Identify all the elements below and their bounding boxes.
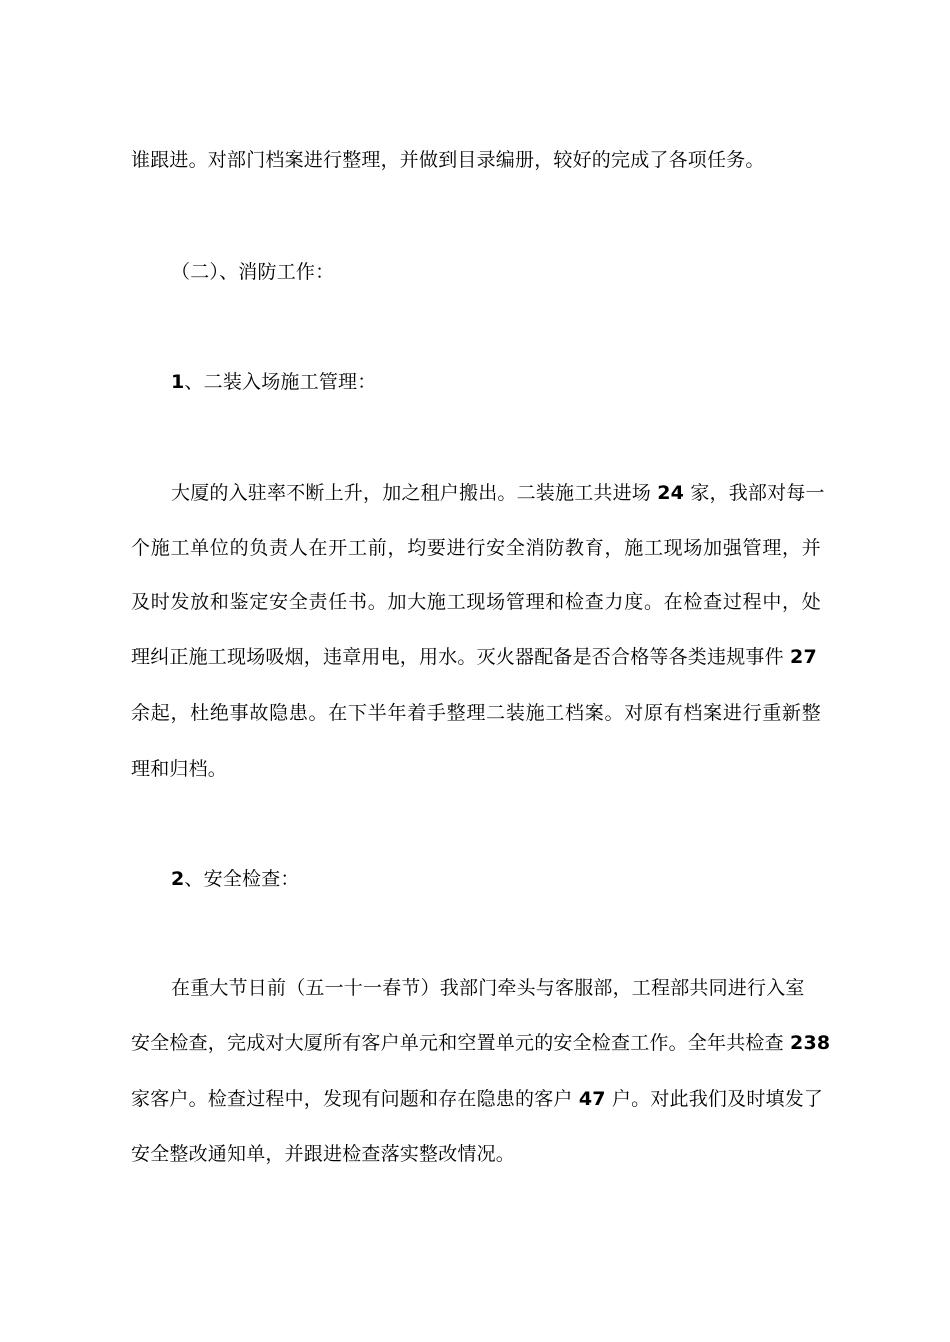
- text-run: 安全检查，完成对大厦所有客户单元和空置单元的安全检查工作。全年共检查: [131, 1032, 791, 1054]
- text-run: 余起，杜绝事故隐患。在下半年着手整理二装施工档案。对原有档案进行重新整: [131, 702, 821, 724]
- paragraph-line: [131, 589, 821, 615]
- text-run: （二）、消防工作：: [171, 261, 335, 283]
- item-number: 2: [171, 868, 185, 890]
- paragraph-line: [131, 1141, 821, 1167]
- number-run: 47: [578, 1088, 606, 1110]
- item-title: 、安全检查：: [184, 868, 300, 890]
- text-run: 户。对此我们及时填发了: [605, 1088, 824, 1110]
- paragraph-line: [131, 1030, 831, 1056]
- text-run: 个施工单位的负责人在开工前，均要进行安全消防教育，施工现场加强管理，并: [131, 537, 821, 559]
- text-run: 在重大节日前（五一十一春节）我部门牵头与客服部，工程部共同进行入室: [171, 977, 805, 999]
- text-run: 及时发放和鉴定安全责任书。加大施工现场管理和检查力度。在检查过程中，处: [131, 591, 821, 613]
- text-run: 谁跟进。对部门档案进行整理，并做到目录编册，较好的完成了各项任务。: [131, 149, 765, 171]
- item2-heading: [171, 866, 861, 892]
- text-run: 理和归档。: [131, 758, 228, 780]
- paragraph-line: [171, 975, 821, 1001]
- text-run: 家客户。检查过程中，发现有问题和存在隐患的客户: [131, 1088, 579, 1110]
- paragraph-line: [171, 480, 825, 506]
- text-run: 理纠正施工现场吸烟，违章用电，用水。灭火器配备是否合格等各类违规事件: [131, 646, 791, 668]
- text-run: 安全整改通知单，并跟进检查落实整改情况。: [131, 1143, 516, 1165]
- paragraph-continuation: [131, 147, 821, 173]
- item-number: 1: [171, 371, 185, 393]
- number-run: 27: [790, 646, 817, 668]
- text-run: 大厦的入驻率不断上升，加之租户搬出。二装施工共进场: [171, 482, 658, 504]
- item1-heading: [171, 369, 861, 395]
- paragraph-line: [131, 700, 821, 726]
- paragraph-line: [131, 1086, 824, 1112]
- paragraph-line: [131, 535, 821, 561]
- paragraph-line: [131, 644, 821, 670]
- paragraph-line: [131, 756, 821, 782]
- item-title: 、二装入场施工管理：: [184, 371, 377, 393]
- number-run: 24: [657, 482, 685, 504]
- text-run: 家，我部对每一: [684, 482, 825, 504]
- section-heading: [171, 259, 861, 285]
- number-run: 238: [790, 1032, 831, 1054]
